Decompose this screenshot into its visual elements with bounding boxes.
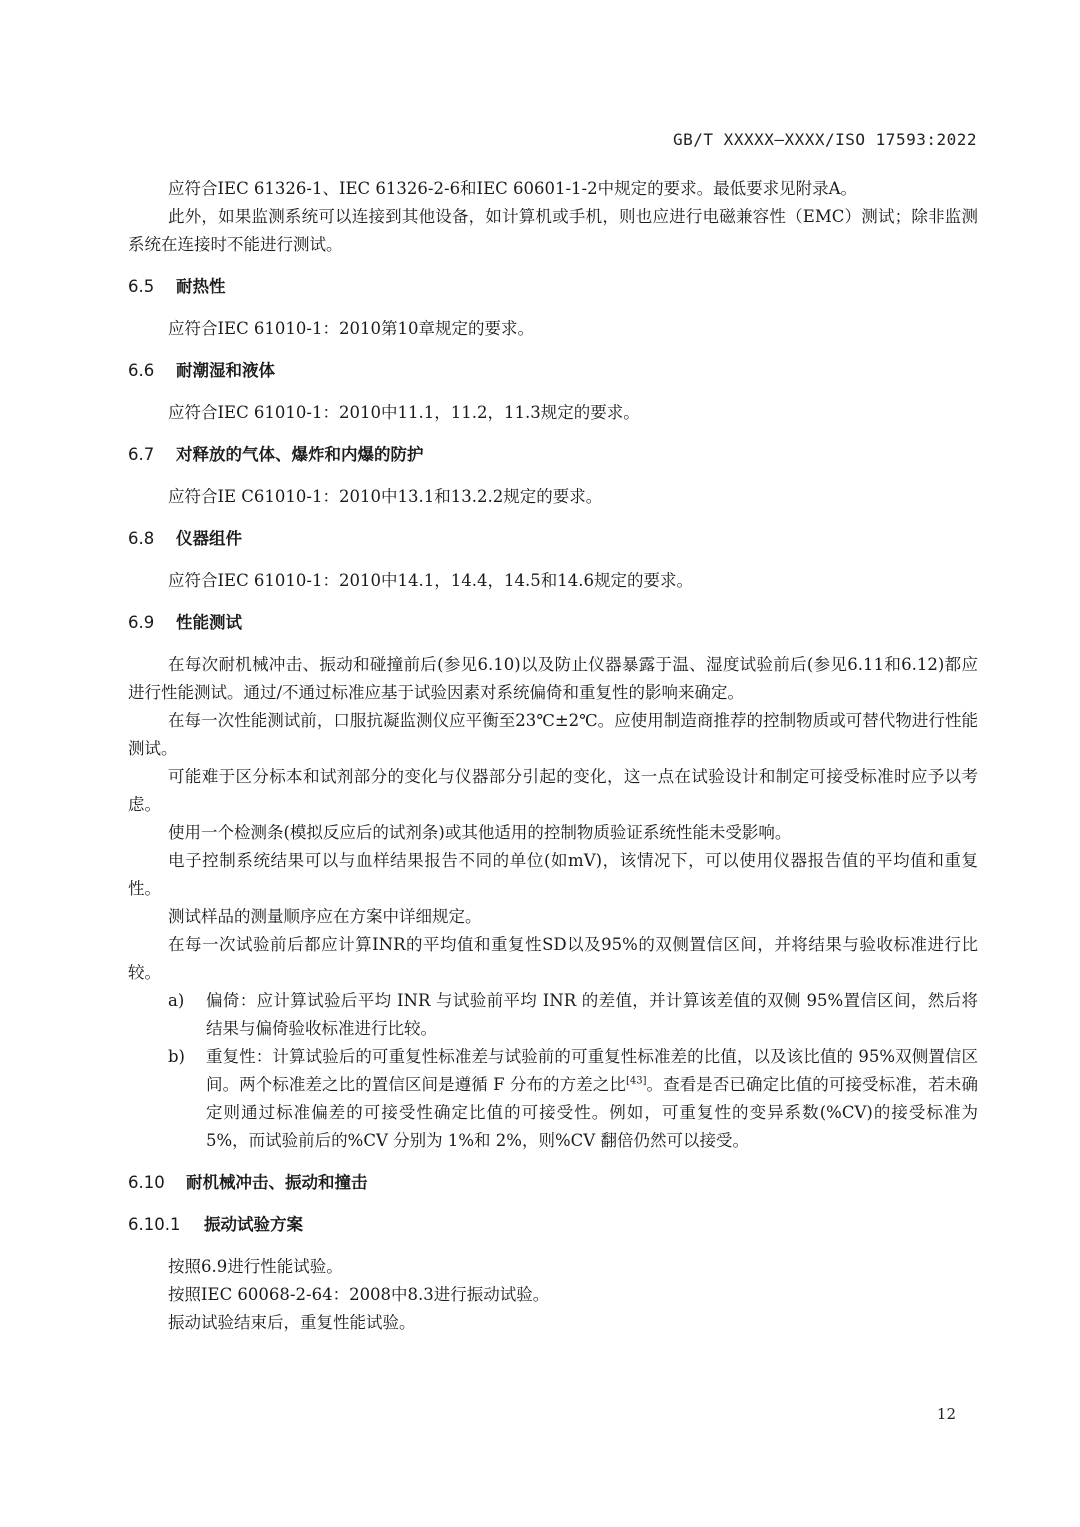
list-item-repeatability	[128, 1043, 978, 1155]
page-body	[128, 175, 978, 1337]
section-number: 6.7	[128, 445, 155, 464]
section-number: 6.8	[128, 529, 155, 548]
section-number: 6.9	[128, 613, 155, 632]
list-item-text	[206, 1043, 978, 1155]
section-title: 耐机械冲击、振动和撞击	[186, 1173, 368, 1192]
reference-citation: [43]	[625, 1075, 647, 1087]
vibration-plan-step-1: 按照6.9进行性能试验。	[168, 1257, 343, 1276]
list-item-text-part-1: 重复性：计算试验后的可重复性标准差与试验前的可重复性标准差的比值，以及该比值的 95%双侧置信区间。两个标准差之比的置信区间是遵循 F 分布的方差之比	[206, 1047, 978, 1094]
section-title: 振动试验方案	[204, 1215, 303, 1234]
list-item-bias	[128, 987, 978, 1043]
performance-test-paragraph-1: 在每次耐机械冲击、振动和碰撞前后(参见6.10)以及防止仪器暴露于温、湿度试验前后(参见6.11和6.12)都应进行性能测试。通过/不通过标准应基于试验因素对系统偏倚和重复性的影响来确定。	[128, 655, 978, 702]
emc-requirement-paragraph: 应符合IEC 61326-1、IEC 61326-2-6和IEC 60601-1-2中规定的要求。最低要求见附录A。	[168, 179, 858, 198]
list-marker: b)	[168, 1047, 185, 1066]
section-number: 6.10	[128, 1173, 165, 1192]
section-6-7-heading	[128, 441, 978, 469]
vibration-plan-step-3: 振动试验结束后，重复性能试验。	[168, 1313, 416, 1332]
page-number: 12	[936, 1405, 956, 1423]
performance-test-paragraph-3: 可能难于区分标本和试剂部分的变化与仪器部分引起的变化，这一点在试验设计和制定可接受标准时应予以考虑。	[128, 767, 978, 814]
document-code-header: GB/T XXXXX—XXXX/ISO 17593:2022	[673, 130, 977, 149]
section-6-6-heading	[128, 357, 978, 385]
section-6-5-paragraph: 应符合IEC 61010-1：2010第10章规定的要求。	[168, 319, 534, 338]
performance-test-paragraph-6: 测试样品的测量顺序应在方案中详细规定。	[168, 907, 482, 926]
section-title: 耐潮湿和液体	[176, 361, 275, 380]
list-item-text-part-2: 。查看是否已确定比值的可接受标准，若未确定则通过标准偏差的可接受性确定比值的可接受性。例如，可重复性的变异系数(%CV)的接受标准为 5%，而试验前后的%CV 分别为 1%和 2%，则%CV 翻倍仍然可以接受。	[206, 1075, 978, 1150]
emc-connected-devices-paragraph: 此外，如果监测系统可以连接到其他设备，如计算机或手机，则也应进行电磁兼容性（EMC）测试；除非监测系统在连接时不能进行测试。	[128, 207, 978, 254]
section-6-8-heading	[128, 525, 978, 553]
section-title: 对释放的气体、爆炸和内爆的防护	[176, 445, 424, 464]
section-title: 仪器组件	[176, 529, 242, 548]
section-title: 耐热性	[176, 277, 226, 296]
section-number: 6.10.1	[128, 1215, 181, 1234]
section-title: 性能测试	[176, 613, 242, 632]
section-6-7-paragraph: 应符合IE C61010-1：2010中13.1和13.2.2规定的要求。	[168, 487, 603, 506]
section-number: 6.5	[128, 277, 155, 296]
section-6-9-heading	[128, 609, 978, 637]
section-6-6-paragraph: 应符合IEC 61010-1：2010中11.1，11.2，11.3规定的要求。	[168, 403, 640, 422]
performance-test-paragraph-2: 在每一次性能测试前，口服抗凝监测仪应平衡至23℃±2℃。应使用制造商推荐的控制物质或可替代物进行性能测试。	[128, 711, 978, 758]
section-6-8-paragraph: 应符合IEC 61010-1：2010中14.1，14.4，14.5和14.6规定的要求。	[168, 571, 693, 590]
section-6-10-1-heading	[128, 1211, 978, 1239]
vibration-plan-step-2: 按照IEC 60068-2-64：2008中8.3进行振动试验。	[168, 1285, 550, 1304]
list-marker: a)	[168, 991, 185, 1010]
section-6-5-heading	[128, 273, 978, 301]
section-number: 6.6	[128, 361, 155, 380]
performance-test-paragraph-7: 在每一次试验前后都应计算INR的平均值和重复性SD以及95%的双侧置信区间，并将结果与验收标准进行比较。	[128, 935, 978, 982]
list-item-text: 偏倚：应计算试验后平均 INR 与试验前平均 INR 的差值，并计算该差值的双侧 95%置信区间，然后将结果与偏倚验收标准进行比较。	[206, 991, 978, 1038]
performance-test-paragraph-4: 使用一个检测条(模拟反应后的试剂条)或其他适用的控制物质验证系统性能未受影响。	[168, 823, 792, 842]
performance-test-paragraph-5: 电子控制系统结果可以与血样结果报告不同的单位(如mV)，该情况下，可以使用仪器报告值的平均值和重复性。	[128, 851, 978, 898]
section-6-10-heading	[128, 1169, 978, 1197]
